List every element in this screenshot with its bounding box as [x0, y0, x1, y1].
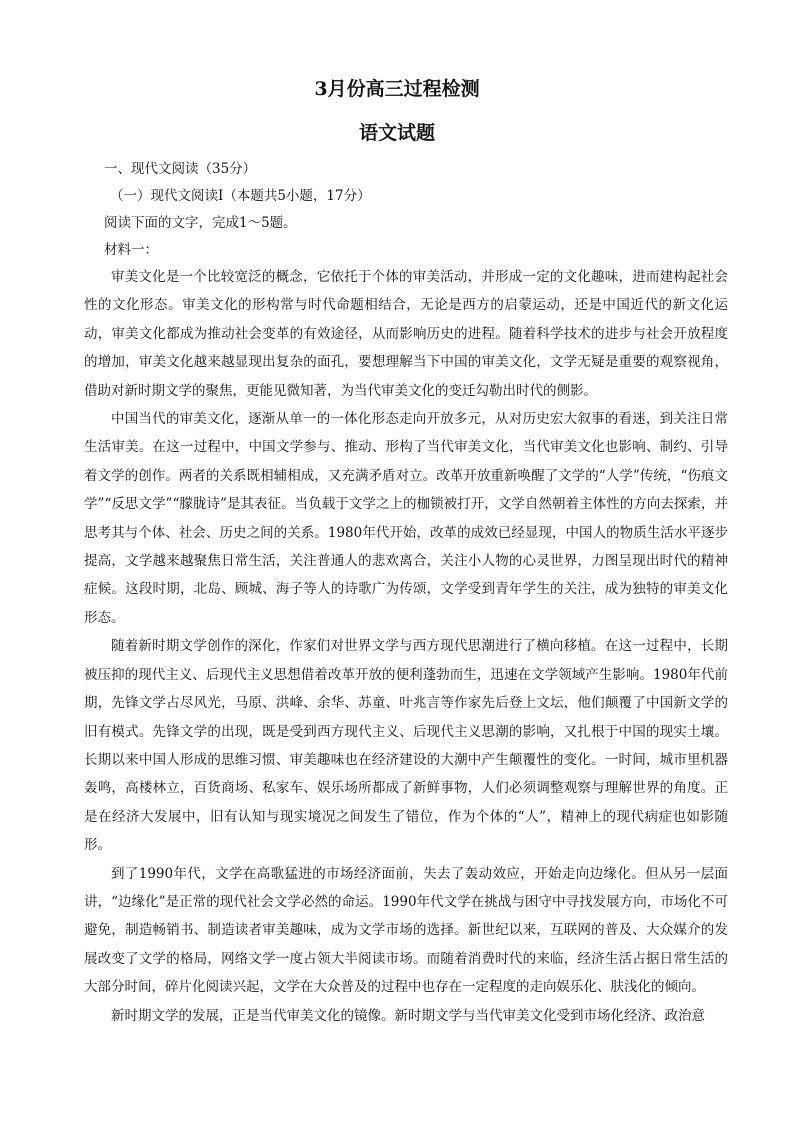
- subsection-heading: （一）现代文阅读Ⅰ（本题共5小题，17分）: [110, 188, 371, 204]
- paragraph-1: 审美文化是一个比较宽泛的概念，它依托于个体的审美活动，并形成一定的文化趣味，进而建构起社会性的文化形态。审美文化的形构常与时代命题相结合，无论是西方的启蒙运动，还是中国近代的新文化运动，审美文化都成为推动社会变革的有效途径，从而影响历史的进程。随着科学技术的进步与社会开放程度的增加，审美文化越来越显现出复杂的面孔，要想理解当下中国的审美文化，文学无疑是重要的观察视角，借助对新时期文学的聚焦，更能见微知著，为当代审美文化的变迁勾勒出时代的侧影。: [84, 269, 728, 399]
- paragraph-5: 新时期文学的发展，正是当代审美文化的镜像。新时期文学与当代审美文化受到市场化经济、政治意: [111, 1007, 705, 1024]
- section-heading: 一、现代文阅读（35分）: [104, 161, 257, 177]
- exam-title: 3月份高三过程检测: [314, 78, 480, 100]
- paragraph-4: 到了1990年代，文学在高歌猛进的市场经济面前，失去了轰动效应，开始走向边缘化。但从另一层面讲，“边缘化”是正常的现代社会文学必然的命运。1990年代文学在挑战与困守中寻找发展方向，市场化不可避免，制造畅销书、制造读者审美趣味，成为文学市场的选择。新世纪以来，互联网的普及、大众媒介的发展改变了文学的格局，网络文学一度占领大半阅读市场。而随着消费时代的来临，经济生活占据日常生活的大部分时间，碎片化阅读兴起，文学在大众普及的过程中也存在一定程度的走向娱乐化、肤浅化的倾向。: [84, 865, 728, 996]
- exam-subtitle: 语文试题: [358, 122, 435, 144]
- reading-instruction: 阅读下面的文字，完成1～5题。: [104, 215, 297, 231]
- paragraph-3: 随着新时期文学创作的深化，作家们对世界文学与西方现代思潮进行了横向移植。在这一过程中，长期被压抑的现代主义、后现代主义思想借着改革开放的便利蓬勃而生，迅速在文学领域产生影响。1980年代前期，先锋文学占尽风光，马原、洪峰、余华、苏童、叶兆言等作家先后登上文坛，他们颠覆了中国新文学的旧有模式。先锋文学的出现，既是受到西方现代主义、后现代主义思潮的影响，又扎根于中国的现实土壤。长期以来中国人形成的思维习惯、审美趣味也在经济建设的大潮中产生颠覆性的变化。一时间，城市里机器轰鸣，高楼林立，百货商场、私家车、娱乐场所都成了新鲜事物，人们必须调整观察与理解世界的角度。正是在经济大发展中，旧有认知与现实境况之间发生了错位，作为个体的“人”，精神上的现代病症也如影随形。: [84, 638, 728, 854]
- material-label: 材料一：: [104, 242, 158, 258]
- article-body: [84, 263, 728, 1030]
- paragraph-2: 中国当代的审美文化，逐渐从单一的一体化形态走向开放多元，从对历史宏大叙事的看迷，到关注日常生活审美。在这一过程中，中国文学参与、推动、形构了当代审美文化，当代审美文化也影响、制约、引导着文学的创作。两者的关系既相辅相成，又充满矛盾对立。改革开放重新唤醒了文学的“人学”传统，“伤痕文学”“反思文学”“朦胧诗”是其表征。当负载于文学之上的枷锁被打开，文学自然朝着主体性的方向去探索，并思考其与个体、社会、历史之间的关系。1980年代开始，改革的成效已经显现，中国人的物质生活水平逐步提高，文学越来越聚焦日常生活，关注普通人的悲欢离合，关注小人物的心灵世界，力图呈现出时代的精神症候。这段时期，北岛、顾城、海子等人的诗歌广为传颂，文学受到青年学生的关注，成为独特的审美文化形态。: [84, 411, 728, 626]
